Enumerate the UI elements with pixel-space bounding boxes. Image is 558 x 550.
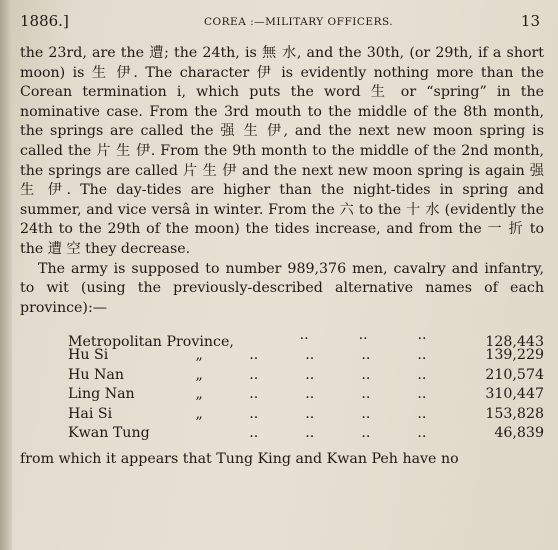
province-value: 310,447 bbox=[485, 386, 544, 403]
province-value: 153,828 bbox=[485, 405, 544, 422]
tides-paragraph: the 23rd, are the 遭; the 24th, is 無 水, and the 30th, (or 29th, if a short moon) is 生 伊. The character 伊 is evidently nothing more than the Corean termination i, which puts the word 生 or “spring” in the nominative case. From the 3rd mouth to the middle of the 8th month, the springs are called the 强 生 伊, and the next new moon spring is called the 片 生 伊. From the 9th month to the middle of the 2nd month, the springs are called 片 生 伊 and the next new moon spring is again 强 生 伊. The day-tides are higher than the night-tides in spring and summer, and vice versâ in winter. From the 六 to the 十 水 (evidently the 24th to the 29th of the moon) the tides increase, and from the 一 折 to the 遭 空 they decrease. bbox=[20, 45, 544, 257]
province-value: 210,574 bbox=[485, 366, 544, 383]
province-name: Kwan Tung bbox=[68, 425, 150, 442]
header-title: COREA :—MILITARY OFFICERS. bbox=[204, 16, 394, 28]
province-name: Hu Si bbox=[68, 346, 109, 363]
page-body bbox=[20, 44, 544, 469]
province-name: Metropolitan Province, bbox=[68, 333, 234, 350]
table-row bbox=[68, 346, 544, 366]
ditto-mark: „ bbox=[195, 405, 203, 422]
army-paragraph: The army is supposed to number 989,376 men, cavalry and infantry, to wit (using the previously-described alternative names of each province):— bbox=[20, 260, 544, 316]
page-edge bbox=[0, 0, 12, 550]
province-name: Hu Nan bbox=[68, 366, 125, 383]
province-value: 139,229 bbox=[485, 346, 544, 363]
province-value: 128,443 bbox=[485, 333, 544, 350]
closing-line: from which it appears that Tung King and Kwan Peh have no bbox=[20, 450, 459, 467]
page-number: 13 bbox=[520, 12, 540, 30]
leader-dots: .. .. .. .. bbox=[249, 425, 427, 442]
leader-dots: .. .. .. bbox=[299, 327, 427, 344]
ditto-mark: „ bbox=[195, 386, 203, 403]
province-name: Ling Nan bbox=[68, 386, 135, 403]
leader-dots: .. .. .. .. bbox=[249, 386, 427, 403]
province-name: Hai Si bbox=[68, 405, 113, 422]
ditto-mark: „ bbox=[195, 366, 203, 383]
province-table bbox=[68, 326, 544, 444]
table-row bbox=[68, 405, 544, 425]
table-row bbox=[68, 326, 544, 350]
running-header bbox=[20, 12, 544, 36]
table-row bbox=[68, 385, 544, 405]
table-row bbox=[68, 366, 544, 386]
province-value: 46,839 bbox=[494, 425, 544, 442]
leader-dots: .. .. .. .. bbox=[249, 346, 427, 363]
ditto-mark: „ bbox=[195, 346, 203, 363]
leader-dots: .. .. .. .. bbox=[249, 405, 427, 422]
header-year: 1886.] bbox=[20, 12, 69, 30]
leader-dots: .. .. .. .. bbox=[249, 366, 427, 383]
table-row bbox=[68, 424, 544, 444]
